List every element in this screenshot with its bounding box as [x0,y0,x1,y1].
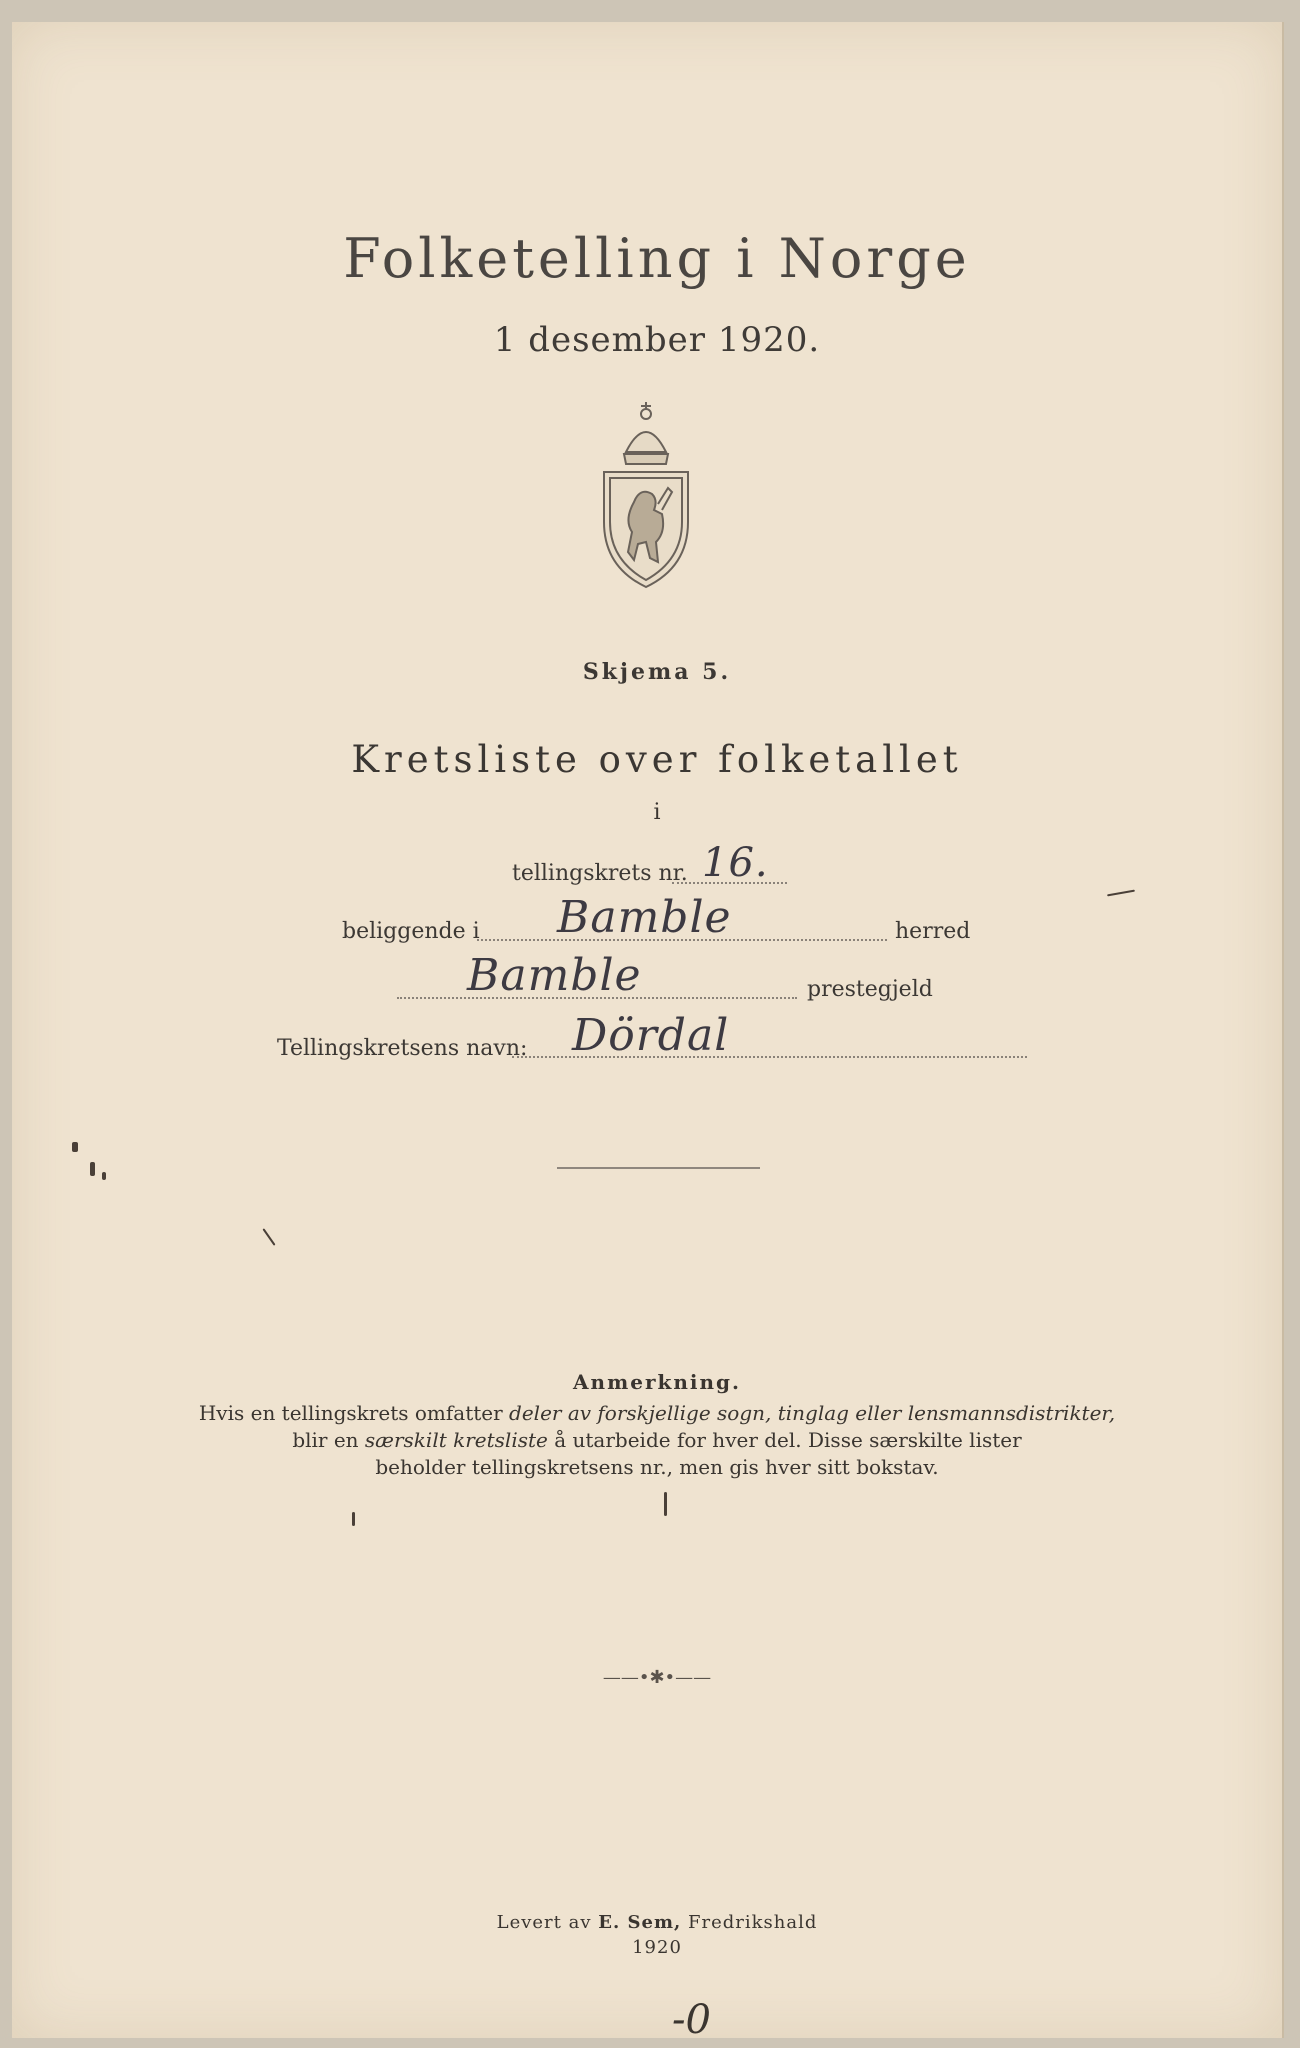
printer-city: Fredrikshald [681,1912,818,1933]
located-in-label: beliggende i [342,919,480,944]
document-title: Folketelling i Norge [343,227,971,290]
parish-label: prestegjeld [807,977,933,1002]
note-line-2-text-c: å utarbeide for hver del. Disse særskilte lister [547,1428,1022,1452]
printer-prefix: Levert av [496,1912,599,1933]
note-text [192,1400,1122,1481]
district-name-value: Dördal [572,1010,730,1061]
located-in-value: Bamble [557,892,732,943]
document-page [12,22,1284,2043]
paper-speck [352,1512,355,1526]
paper-speck [664,1492,667,1516]
form-heading: Kretsliste over folketallet [351,738,963,781]
paper-speck [90,1162,95,1176]
printer-line-1 [12,1910,1300,1935]
note-line-2 [192,1427,1122,1454]
printer-year: 1920 [632,1937,682,1958]
schema-number: Skjema 5. [582,659,732,685]
note-line-2-italic: særskilt kretsliste [364,1428,548,1452]
census-date: 1 desember 1920. [493,320,821,360]
connector-word: i [653,800,661,825]
note-line-1-text: Hvis en tellingskrets omfatter [198,1401,510,1425]
norwegian-coat-of-arms-icon [596,392,696,592]
note-line-1 [192,1400,1122,1427]
district-name-label: Tellingskretsens navn: [277,1036,528,1061]
note-line-3: beholder tellingskretsens nr., men gis hver sitt bokstav. [375,1455,939,1479]
parish-value: Bamble [467,950,642,1001]
herred-label: herred [895,919,971,944]
printer-name: E. Sem, [598,1912,682,1933]
ornament-divider: ——•✱•—— [602,1667,712,1688]
note-title: Anmerkning. [573,1370,741,1394]
district-number-value: 16. [702,840,769,886]
note-line-1-italic: deler av forskjellige sogn, tinglag eller lensmannsdistrikter, [509,1401,1116,1425]
paper-speck [72,1142,78,1152]
section-divider [557,1167,760,1169]
paper-speck [102,1172,106,1180]
page-mark: -0 [672,1997,711,2043]
paper-speck [262,1228,275,1246]
printer-imprint [12,1910,1300,1960]
paper-speck [1107,890,1135,897]
district-number-label: tellingskrets nr. [512,861,688,886]
note-line-2-text-a: blir en [292,1428,365,1452]
